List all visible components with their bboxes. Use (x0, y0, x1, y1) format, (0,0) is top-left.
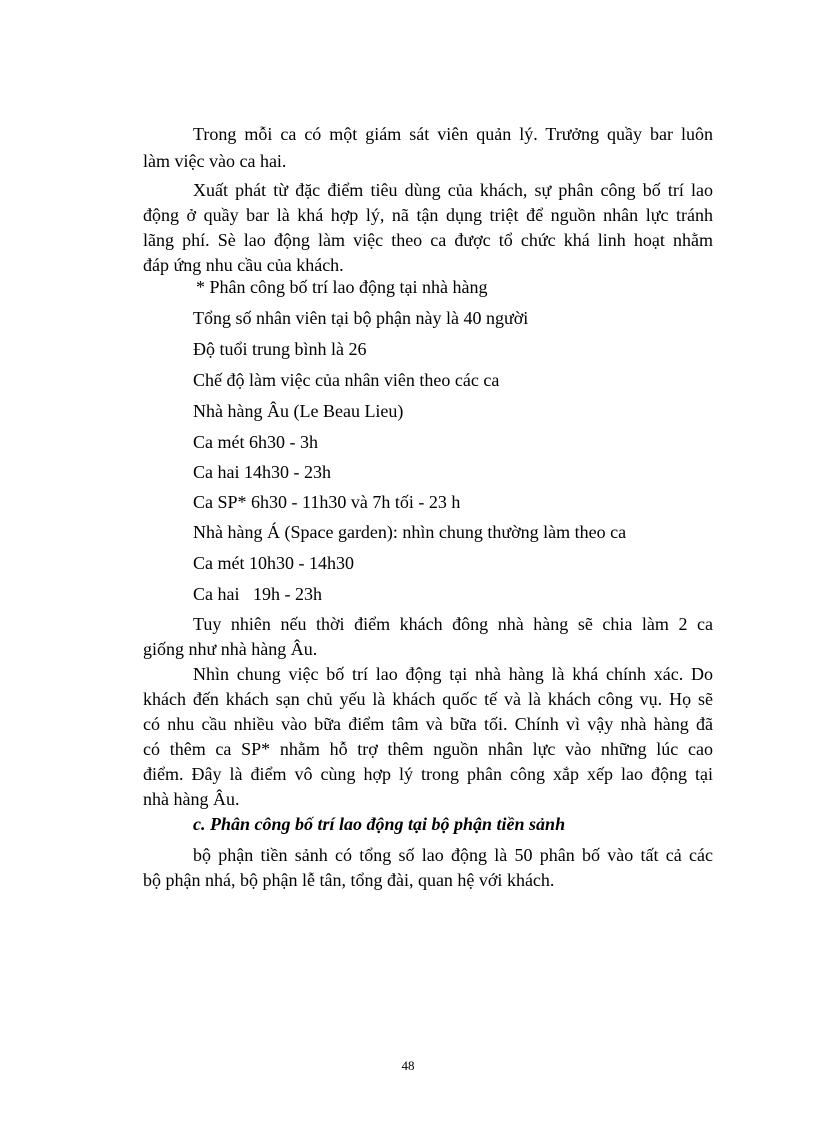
paragraph-3-line-2: giống như nhà hàng Âu. (143, 639, 318, 659)
list-line-3: Độ tuổi trung bình là 26 (193, 339, 367, 359)
paragraph-2-line-1: Xuất phát từ đặc điểm tiêu dùng của khách, sự phân công bố trí lao (193, 180, 713, 200)
paragraph-3-line-1: Tuy nhiên nếu thời điểm khách đông nhà hàng sẽ chia làm 2 ca (193, 614, 713, 634)
paragraph-4-line-5: điểm. Đây là điểm vô cùng hợp lý trong phân công xắp xếp lao động tại (143, 764, 713, 784)
list-line-11: Ca hai 19h - 23h (193, 584, 322, 604)
list-line-2: Tổng số nhân viên tại bộ phận này là 40 người (193, 308, 529, 328)
list-line-9: Nhà hàng Á (Space garden): nhìn chung thường làm theo ca (193, 522, 627, 542)
paragraph-4-line-1: Nhìn chung việc bố trí lao động tại nhà hàng là khá chính xác. Do (193, 664, 713, 684)
paragraph-5-line-2: bộ phận nhá, bộ phận lễ tân, tổng đài, quan hệ với khách. (143, 870, 555, 890)
list-line-5: Nhà hàng Âu (Le Beau Lieu) (193, 401, 404, 421)
paragraph-2-line-3: lãng phí. Sè lao động làm việc theo ca được tổ chức khá linh hoạt nhằm (143, 230, 713, 250)
list-line-6: Ca mét 6h30 - 3h (193, 432, 318, 452)
paragraph-2-line-2: động ở quầy bar là khá hợp lý, nã tận dụng triệt để nguồn nhân lực tránh (143, 205, 713, 225)
paragraph-2-line-4: đáp ứng nhu cầu của khách. (143, 255, 344, 275)
paragraph-1-line-2: làm việc vào ca hai. (143, 151, 287, 171)
list-line-4: Chế độ làm việc của nhân viên theo các ca (193, 370, 500, 390)
list-line-1: * Phân công bố trí lao động tại nhà hàng (196, 277, 488, 297)
section-heading: c. Phân công bố trí lao động tại bộ phận tiền sảnh (193, 814, 566, 834)
page-number: 48 (401, 1058, 415, 1073)
paragraph-4-line-3: có nhu cầu nhiều vào bữa điểm tâm và bữa tối. Chính vì vậy nhà hàng đã (143, 714, 713, 734)
paragraph-4-line-2: khách đến khách sạn chủ yếu là khách quốc tế và là khách công vụ. Họ sẽ (143, 689, 713, 709)
list-line-10: Ca mét 10h30 - 14h30 (193, 553, 354, 573)
paragraph-1-line-1: Trong mỗi ca có một giám sát viên quản lý. Trưởng quầy bar luôn (193, 124, 713, 144)
list-line-7: Ca hai 14h30 - 23h (193, 462, 331, 482)
paragraph-5-line-1: bộ phận tiền sảnh có tổng số lao động là 50 phân bố vào tất cả các (193, 845, 713, 865)
paragraph-4-line-4: có thêm ca SP* nhằm hỗ trợ thêm nguồn nhân lực vào những lúc cao (143, 739, 713, 759)
paragraph-4-line-6: nhà hàng Âu. (143, 789, 240, 809)
list-line-8: Ca SP* 6h30 - 11h30 và 7h tối - 23 h (193, 492, 461, 512)
